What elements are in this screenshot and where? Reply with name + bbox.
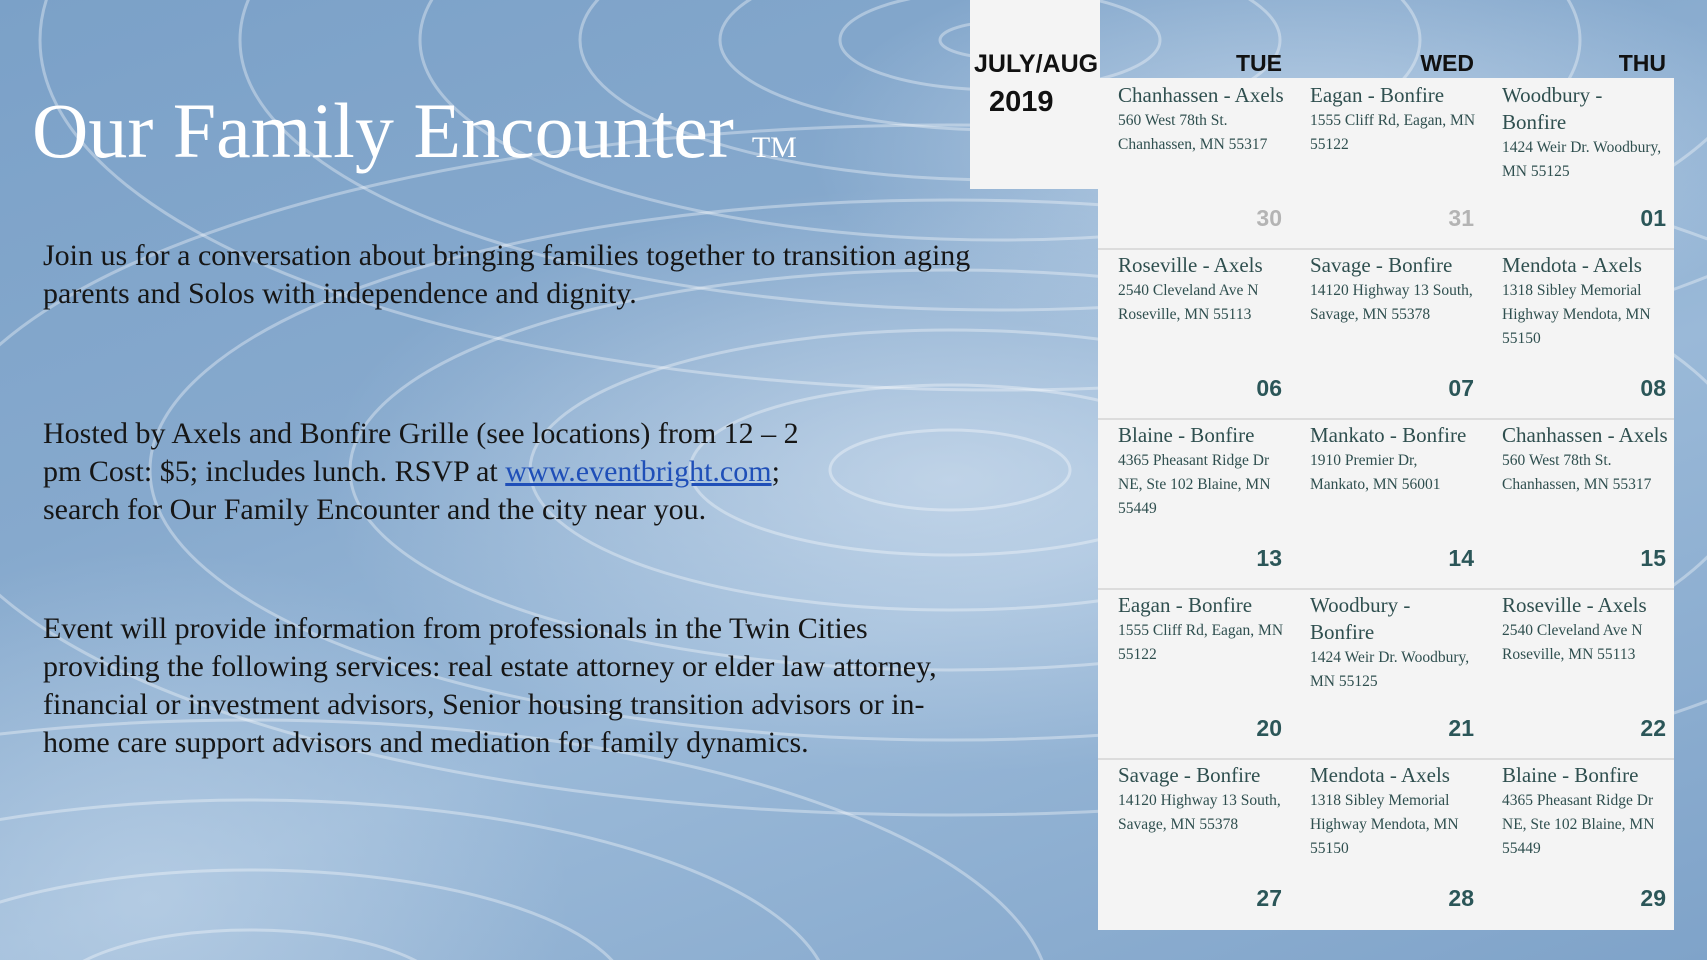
rsvp-suffix: ; search for Our Family Encounter and the city near you. xyxy=(43,455,780,526)
day-number: 15 xyxy=(1640,545,1666,571)
rsvp-prefix: RSVP at xyxy=(394,455,506,488)
month-year-box xyxy=(970,0,1100,189)
calendar-day-cell xyxy=(1290,78,1482,248)
event-address: 1318 Sibley Memorial Highway Mendota, MN 55150 xyxy=(1310,792,1459,857)
event-address: 2540 Cleveland Ave N Roseville, MN 55113 xyxy=(1118,282,1259,323)
day-number: 07 xyxy=(1448,375,1474,401)
weekday-thu: THU xyxy=(1618,50,1666,76)
event-location-name: Mendota - Axels xyxy=(1310,763,1450,787)
event-location-name: Eagan - Bonfire xyxy=(1118,593,1253,617)
intro-paragraph: Join us for a conversation about bringing families together to transition aging parents and Solos with independence and dignity. xyxy=(43,239,971,310)
hosted-text: Hosted by Axels and Bonfire Grille (see locations) from 12 – 2 pm Cost: $5; includes lunch. xyxy=(43,417,799,488)
calendar-day-cell xyxy=(1290,248,1482,418)
event-address: 4365 Pheasant Ridge Dr NE, Ste 102 Blaine, MN 55449 xyxy=(1118,452,1271,517)
event-address: 1424 Weir Dr. Woodbury, MN 55125 xyxy=(1502,139,1662,180)
day-number: 31 xyxy=(1448,205,1474,231)
event-address: 1555 Cliff Rd, Eagan, MN 55122 xyxy=(1310,112,1476,153)
day-number: 27 xyxy=(1256,885,1282,911)
event-location-name: Woodbury - Bonfire xyxy=(1310,593,1411,644)
year-label: 2019 xyxy=(989,86,1054,118)
page-title xyxy=(32,87,797,174)
event-location-name: Woodbury - Bonfire xyxy=(1502,83,1603,134)
calendar-day-cell xyxy=(1482,588,1674,758)
day-number: 22 xyxy=(1640,715,1666,741)
event-address: 560 West 78th St. Chanhassen, MN 55317 xyxy=(1502,452,1652,493)
event-calendar-grid xyxy=(1098,78,1674,930)
eventbrite-link[interactable]: www.eventbright.com xyxy=(505,455,772,488)
hosted-paragraph xyxy=(43,415,803,529)
event-address: 1424 Weir Dr. Woodbury, MN 55125 xyxy=(1310,649,1470,690)
event-location-name: Savage - Bonfire xyxy=(1310,253,1453,277)
day-number: 28 xyxy=(1448,885,1474,911)
event-location-name: Chanhassen - Axels xyxy=(1118,83,1284,107)
event-address: 4365 Pheasant Ridge Dr NE, Ste 102 Blaine, MN 55449 xyxy=(1502,792,1655,857)
calendar-day-cell xyxy=(1290,758,1482,928)
event-address: 1555 Cliff Rd, Eagan, MN 55122 xyxy=(1118,622,1284,663)
event-location-name: Blaine - Bonfire xyxy=(1502,763,1639,787)
trademark-symbol: TM xyxy=(751,131,797,164)
event-location-name: Savage - Bonfire xyxy=(1118,763,1261,787)
calendar-day-cell xyxy=(1482,248,1674,418)
event-location-name: Mankato - Bonfire xyxy=(1310,423,1467,447)
calendar-day-cell xyxy=(1098,418,1290,588)
calendar-day-cell xyxy=(1098,588,1290,758)
day-number: 06 xyxy=(1256,375,1282,401)
calendar-day-cell xyxy=(1482,758,1674,928)
calendar-day-cell xyxy=(1482,418,1674,588)
event-address: 560 West 78th St. Chanhassen, MN 55317 xyxy=(1118,112,1268,153)
day-number: 08 xyxy=(1640,375,1666,401)
event-location-name: Blaine - Bonfire xyxy=(1118,423,1255,447)
day-number: 21 xyxy=(1448,715,1474,741)
event-location-name: Roseville - Axels xyxy=(1502,593,1647,617)
day-number: 13 xyxy=(1256,545,1282,571)
day-number: 01 xyxy=(1640,205,1666,231)
event-address: 2540 Cleveland Ave N Roseville, MN 55113 xyxy=(1502,622,1643,663)
event-address: 1910 Premier Dr, Mankato, MN 56001 xyxy=(1310,452,1441,493)
event-location-name: Mendota - Axels xyxy=(1502,253,1642,277)
month-label: JULY/AUG xyxy=(974,50,1099,78)
weekday-tue: TUE xyxy=(1236,50,1282,76)
day-number: 29 xyxy=(1640,885,1666,911)
calendar-day-cell xyxy=(1098,248,1290,418)
calendar-day-cell xyxy=(1290,418,1482,588)
calendar-day-cell xyxy=(1098,758,1290,928)
services-paragraph: Event will provide information from professionals in the Twin Cities providing the following services: real estate attorney or elder law attorney, financial or investment advisors, Senior housing transition advisors or in-home care support advisors and mediation for family dynamics. xyxy=(43,612,937,759)
event-location-name: Chanhassen - Axels xyxy=(1502,423,1668,447)
event-address: 14120 Highway 13 South, Savage, MN 55378 xyxy=(1118,792,1281,833)
calendar-day-cell xyxy=(1098,78,1290,248)
day-number: 30 xyxy=(1256,205,1282,231)
event-address: 1318 Sibley Memorial Highway Mendota, MN 55150 xyxy=(1502,282,1651,347)
day-number: 20 xyxy=(1256,715,1282,741)
event-address: 14120 Highway 13 South, Savage, MN 55378 xyxy=(1310,282,1473,323)
day-number: 14 xyxy=(1448,545,1474,571)
event-location-name: Roseville - Axels xyxy=(1118,253,1263,277)
weekday-wed: WED xyxy=(1420,50,1474,76)
calendar-day-cell xyxy=(1482,78,1674,248)
weekday-header xyxy=(1098,50,1674,78)
event-location-name: Eagan - Bonfire xyxy=(1310,83,1445,107)
calendar-day-cell xyxy=(1290,588,1482,758)
title-text: Our Family Encounter xyxy=(32,87,734,174)
